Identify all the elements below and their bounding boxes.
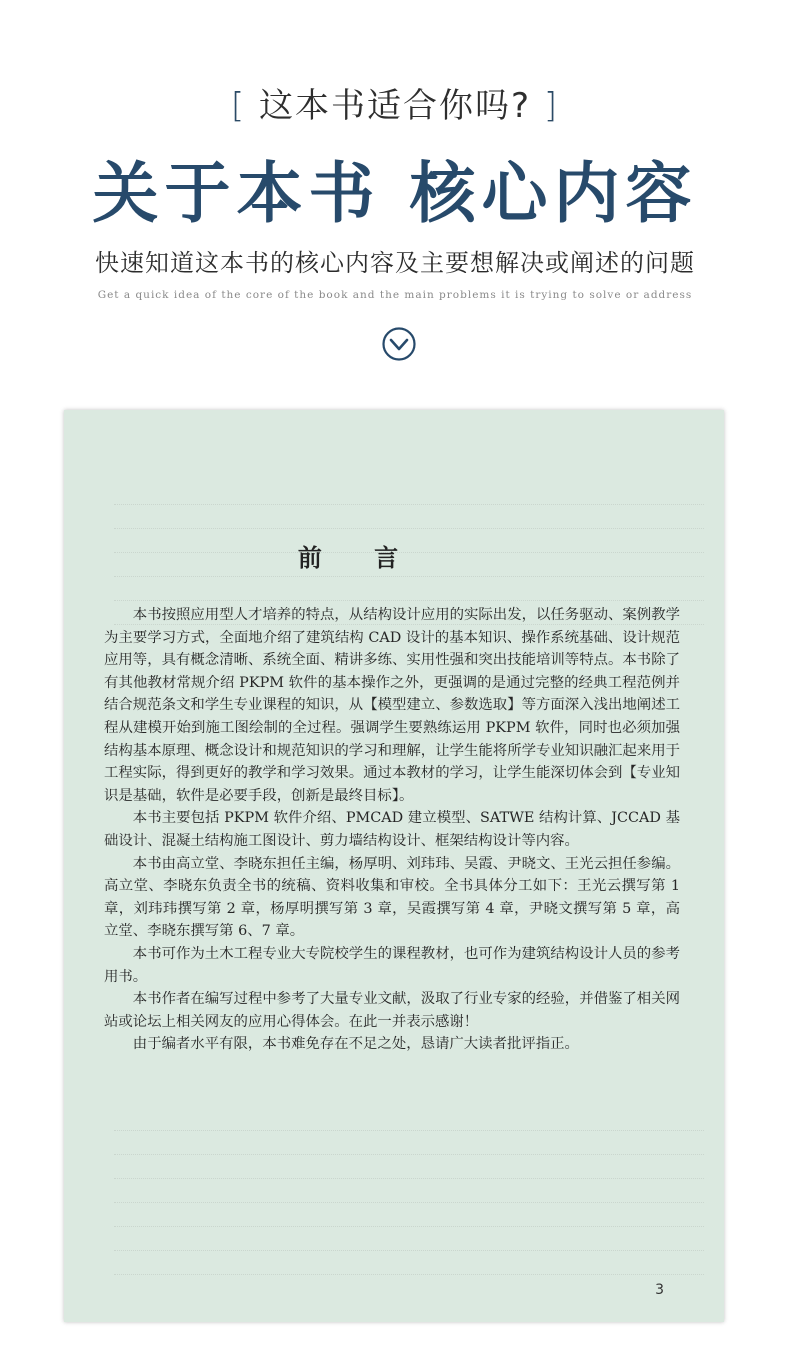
bracket-title-text: 这本书适合你吗? — [258, 86, 532, 126]
preface-body — [104, 604, 680, 1056]
header-section — [0, 0, 790, 400]
paragraph: 本书由高立堂、李晓东担任主编，杨厚明、刘玮玮、吴霞、尹晓文、王光云担任参编。高立堂、李晓东负责全书的统稿、资料收集和审校。全书具体分工如下：王光云撰写第 1 章，刘玮玮撰写第 2 章，杨厚明撰写第 3 章，吴霞撰写第 4 章，尹晓文撰写第 5 章，高立堂、李晓东撰写第 6、7 章。 — [104, 855, 680, 940]
paragraph: 本书作者在编写过程中参考了大量专业文献，汲取了行业专家的经验，并借鉴了相关网站或论坛上相关网友的应用心得体会。在此一并表示感谢！ — [104, 991, 680, 1030]
bracket-title — [0, 78, 790, 127]
paragraph: 本书主要包括 PKPM 软件介绍、PMCAD 建立模型、SATWE 结构计算、JCCAD 基础设计、混凝土结构施工图设计、剪力墙结构设计、框架结构设计等内容。 — [104, 810, 680, 849]
chevron-down-circle-icon — [381, 326, 417, 362]
paragraph: 本书按照应用型人才培养的特点，从结构设计应用的实际出发，以任务驱动、案例教学为主要学习方式，全面地介绍了建筑结构 CAD 设计的基本知识、操作系统基础、设计规范应用等，具有概念清晰、系统全面、精讲多练、实用性强和突出技能培训等特点。本书除了有其他教材常规介绍 PKPM 软件的基本操作之外，更强调的是通过完整的经典工程范例并结合规范条文和学生专业课程的知识，从【模型建立、参数选取】等方面深入浅出地阐述工程从建模开始到施工图绘制的全过程。强调学生要熟练运用 PKPM 软件，同时也必须加强结构基本原理、概念设计和规范知识的学习和理解，让学生能将所学专业知识融汇起来用于工程实际，得到更好的教学和学习效果。通过本教材的学习，让学生能深切体会到【专业知识是基础，软件是必要手段，创新是最终目标】。 — [104, 607, 680, 804]
english-subtitle: Get a quick idea of the core of the book and the main problems it is trying to solve or address — [97, 289, 693, 301]
bracket-open: [ — [230, 86, 247, 126]
subtitle: 快速知道这本书的核心内容及主要想解决或阐述的问题 — [95, 249, 695, 277]
paragraph: 由于编者水平有限，本书难免存在不足之处，恳请广大读者批评指正。 — [132, 1036, 579, 1053]
bracket-close: ] — [543, 86, 560, 126]
book-page-photo — [64, 410, 724, 1322]
main-title: 关于本书 核心内容 — [92, 154, 698, 232]
page-number: 3 — [655, 1282, 664, 1298]
preface-title: 前 言 — [297, 543, 421, 572]
paragraph: 本书可作为土木工程专业大专院校学生的课程教材，也可作为建筑结构设计人员的参考用书。 — [104, 945, 680, 985]
